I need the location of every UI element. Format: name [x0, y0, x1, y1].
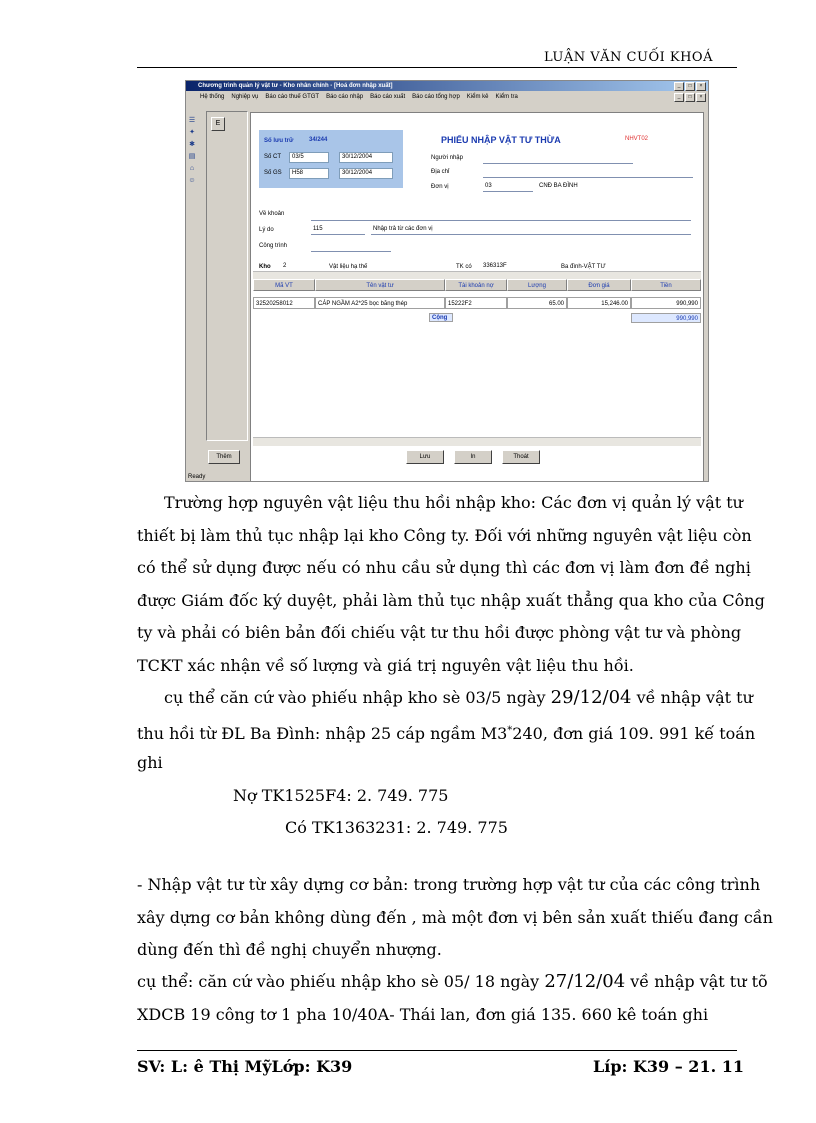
para4-line-1 — [137, 966, 768, 999]
total-value: 990,990 — [631, 313, 701, 323]
left-toolbar — [188, 117, 198, 189]
paragraph-2 — [137, 682, 756, 780]
cell-tien[interactable]: 990,990 — [631, 297, 701, 309]
para4-date: 27/12/04 — [544, 971, 626, 992]
menu-he-thong[interactable]: Hệ thống — [200, 94, 225, 100]
side-e-button[interactable]: E — [211, 117, 225, 131]
cell-don-gia[interactable]: 15,246.00 — [567, 297, 631, 309]
col-ten-vat-tu[interactable]: Tên vật tư — [315, 279, 445, 291]
bank-icon[interactable]: ⌂ — [189, 165, 195, 172]
col-tien[interactable]: Tiền — [631, 279, 701, 291]
form-icon[interactable]: ▤ — [188, 153, 196, 160]
para2-superscript: * — [507, 724, 513, 736]
para1-line: thiết bị làm thủ tục nhập lại kho Công ty. Đối với những nguyên vật liệu còn — [137, 525, 752, 545]
minimize-icon[interactable]: _ — [674, 82, 684, 91]
header-rule — [137, 67, 737, 68]
cell-luong[interactable]: 65.00 — [507, 297, 567, 309]
footer-right: Líp: K39 – 21. 11 — [593, 1057, 744, 1076]
para2-date: 29/12/04 — [550, 687, 632, 708]
kho-label: Kho — [259, 264, 271, 270]
cell-ten-vat-tu[interactable]: CÁP NGẦM A2*25 bọc băng thép — [315, 297, 445, 309]
ve-khoan-label: Về khoản — [259, 211, 285, 217]
co-entry: Có TK1363231: 2. 749. 775 — [285, 818, 508, 837]
para3-line: xây dựng cơ bản không dùng đến , mà một đơn vị bên sản xuất thiếu đang cần — [137, 907, 773, 927]
total-label: Cộng — [429, 313, 453, 322]
paragraph-1 — [137, 487, 765, 682]
running-header: LUẬN VĂN CUỐI KHOÁ — [544, 50, 713, 65]
no-entry: Nợ TK1525F4: 2. 749. 775 — [233, 786, 449, 805]
form-panel — [250, 112, 704, 482]
menu-kiem-ke[interactable]: Kiểm kê — [466, 94, 489, 100]
dia-chi-field[interactable] — [483, 177, 693, 178]
cong-trinh-label: Công trình — [259, 243, 288, 249]
para2-line-2 — [137, 715, 756, 748]
col-luong[interactable]: Lượng — [507, 279, 567, 291]
so-luu-tru-label: Số lưu trữ — [264, 138, 294, 144]
doc-minimize-icon[interactable]: _ — [674, 93, 684, 102]
menu-bar — [186, 92, 708, 102]
para1-line: có thể sử dụng được nếu có nhu cầu sử dụng thì các đơn vị làm đơn đề nghị — [137, 558, 751, 577]
paragraph-4 — [137, 966, 768, 1031]
doc-restore-icon[interactable]: □ — [685, 93, 695, 102]
doc-close-icon[interactable]: × — [696, 93, 706, 102]
don-vi-label: Đơn vị — [431, 184, 449, 190]
para4-line-2: XDCB 19 công tơ 1 pha 10/40A- Thái lan, đơn giá 135. 660 kê toán ghi — [137, 1004, 709, 1024]
li-do-text-line — [371, 234, 691, 235]
in-button[interactable]: In — [454, 450, 492, 464]
so-ct-field[interactable]: 03/5 — [289, 152, 329, 163]
para2-line-3: ghi — [137, 753, 163, 772]
so-gs-field[interactable]: H58 — [289, 168, 329, 179]
nguoi-nhap-field[interactable] — [483, 163, 633, 164]
so-gs-date-field[interactable]: 30/12/2004 — [339, 168, 393, 179]
para2-line-1 — [137, 682, 753, 715]
kho-code[interactable]: 2 — [283, 263, 287, 269]
cell-tai-khoan-no[interactable]: 15222F2 — [445, 297, 507, 309]
para2-text-a: cụ thể căn cứ vào phiếu nhập kho sè 03/5 ngày — [164, 688, 546, 707]
li-do-code[interactable]: 115 — [313, 226, 323, 232]
para4-text-b: về nhập vật tư tõ — [630, 972, 768, 991]
close-icon[interactable]: × — [696, 82, 706, 91]
so-gs-label: Số GS — [264, 170, 282, 176]
cong-trinh-field[interactable] — [311, 251, 391, 252]
app-screenshot — [185, 80, 709, 482]
col-tai-khoan-no[interactable]: Tài khoản nợ — [445, 279, 507, 291]
menu-bao-cao-tong-hop[interactable]: Báo cáo tổng hợp — [412, 94, 460, 100]
footer-rule — [137, 1050, 737, 1051]
para1-line: Trường hợp nguyên vật liệu thu hồi nhập kho: Các đơn vị quản lý vật tư — [164, 493, 743, 512]
cell-ma-vt[interactable]: 32520258012 — [253, 297, 315, 309]
tk-co-name: Ba đình-VẬT TƯ — [561, 264, 606, 270]
them-button[interactable]: Thêm — [208, 450, 240, 464]
para2-text-d: 240, đơn giá 109. 991 kế toán — [512, 723, 756, 743]
para1-line: ty và phải có biên bản đối chiếu vật tư thu hồi được phòng vật tư và phòng — [137, 623, 742, 642]
don-vi-code-line — [483, 191, 533, 192]
menu-bao-cao-nhap[interactable]: Báo cáo nhập — [326, 94, 364, 100]
menu-nghiep-vu[interactable]: Nghiệp vụ — [231, 94, 259, 100]
dia-chi-label: Địa chỉ — [431, 169, 450, 175]
footer-left: SV: L: ê Thị MỹLớp: K39 — [137, 1057, 353, 1076]
form-title: PHIẾU NHẬP VẬT TƯ THỪA — [441, 135, 561, 145]
form-code: NHVT02 — [625, 136, 649, 142]
menu-bao-cao-xuat[interactable]: Báo cáo xuất — [370, 94, 406, 100]
li-do-code-line — [311, 234, 365, 235]
so-luu-tru-value: 34/244 — [309, 137, 328, 143]
para1-line: được Giám đốc ký duyệt, phải làm thủ tục nhập xuất thẳng qua kho của Công — [137, 590, 765, 610]
para2-text-c: thu hồi từ ĐL Ba Đình: nhập 25 cáp ngầm M3 — [137, 723, 508, 743]
paragraph-3 — [137, 869, 773, 967]
side-pane — [206, 111, 248, 441]
so-ct-date-field[interactable]: 30/12/2004 — [339, 152, 393, 163]
luu-button[interactable]: Lưu — [406, 450, 444, 464]
tools-icon[interactable]: ✦ — [189, 129, 195, 136]
para4-text-a: cụ thể: căn cứ vào phiếu nhập kho sè 05/ 18 ngày — [137, 972, 540, 991]
para3-line: dùng đến thì đề nghị chuyển nhượng. — [137, 940, 442, 959]
ve-khoan-field[interactable] — [311, 220, 691, 221]
li-do-label: Lý do — [259, 227, 274, 233]
nguoi-nhap-label: Người nhập — [431, 155, 463, 161]
tk-co-code[interactable]: 336313F — [483, 263, 507, 269]
maximize-icon[interactable]: □ — [685, 82, 695, 91]
window-title-bar: Chương trình quản lý vật tư - Kho nhân chính - [Hoá đơn nhập xuất] — [186, 81, 708, 91]
para3-line: - Nhập vật tư từ xây dựng cơ bản: trong trường hợp vật tư của các công trình — [137, 875, 761, 894]
list-icon[interactable]: ☰ — [188, 117, 196, 124]
don-vi-name: CNĐ BA ĐÌNH — [539, 183, 578, 189]
document-info-box — [259, 130, 403, 188]
col-ma-vt[interactable]: Mã VT — [253, 279, 315, 291]
run-icon[interactable]: ✱ — [189, 141, 195, 148]
users-icon[interactable]: ☺ — [188, 177, 196, 184]
kho-name: Vật liệu hạ thế — [329, 264, 368, 270]
grid-bottom-scrollbar[interactable] — [253, 437, 701, 446]
li-do-text: Nhập trả từ các đơn vị — [373, 226, 433, 232]
col-don-gia[interactable]: Đơn giá — [567, 279, 631, 291]
tk-co-label: TK có — [456, 264, 472, 270]
document-controls — [674, 93, 706, 102]
para1-line: TCKT xác nhận về số lượng và giá trị nguyên vật liệu thu hồi. — [137, 655, 634, 675]
so-ct-label: Số CT — [264, 154, 282, 160]
status-bar: Ready — [188, 474, 206, 480]
menu-bao-cao-thue[interactable]: Báo cáo thuế GTGT — [265, 94, 320, 100]
para2-text-b: về nhập vật tư — [636, 688, 753, 707]
menu-kiem-tra[interactable]: Kiểm tra — [495, 94, 518, 100]
don-vi-code[interactable]: 03 — [485, 183, 492, 189]
thoat-button[interactable]: Thoát — [502, 450, 540, 464]
window-controls — [674, 82, 706, 91]
